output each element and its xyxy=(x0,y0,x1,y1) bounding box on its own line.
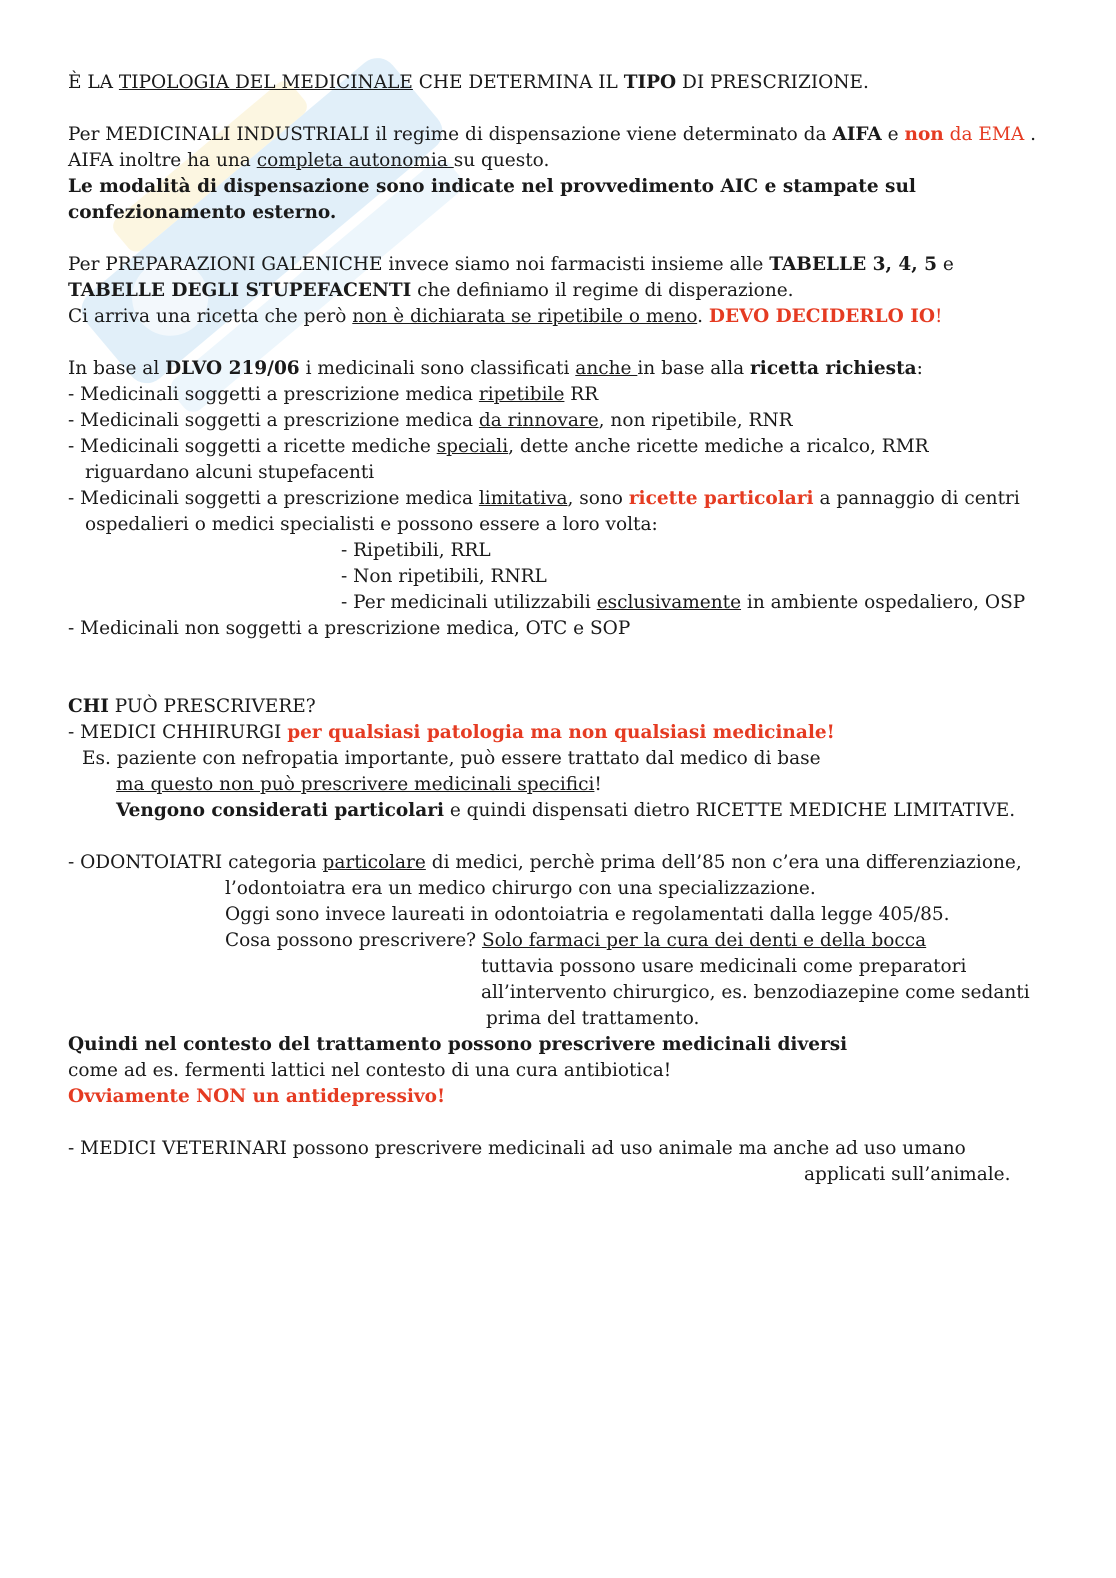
sub-list-item: - Non ripetibili, RNRL xyxy=(341,566,547,587)
paragraph-line: applicati sull’animale. xyxy=(804,1164,1011,1185)
paragraph-line: Le modalità di dispensazione sono indicate nel provvedimento AIC e stampate sul xyxy=(68,176,916,197)
paragraph-line: Per PREPARAZIONI GALENICHE invece siamo noi farmacisti insieme alle TABELLE 3, 4, 5 e xyxy=(68,254,954,275)
paragraph-line: TABELLE DEGLI STUPEFACENTI che definiamo il regime di disperazione. xyxy=(68,280,794,301)
paragraph-line: tuttavia possono usare medicinali come preparatori xyxy=(481,956,967,977)
paragraph-line: Cosa possono prescrivere? Solo farmaci per la cura dei denti e della bocca xyxy=(225,930,927,951)
paragraph-line: confezionamento esterno. xyxy=(68,202,337,223)
sub-list-item: - Ripetibili, RRL xyxy=(341,540,491,561)
document-page xyxy=(68,70,1058,1188)
sub-list-item: - Per medicinali utilizzabili esclusivamente in ambiente ospedaliero, OSP xyxy=(341,592,1026,613)
paragraph-line: come ad es. fermenti lattici nel contesto di una cura antibiotica! xyxy=(68,1060,672,1081)
paragraph-line: ma questo non può prescrivere medicinali specifici! xyxy=(116,774,602,795)
section-heading: CHI PUÒ PRESCRIVERE? xyxy=(68,696,316,717)
list-item: - Medicinali soggetti a prescrizione medica ripetibile RR xyxy=(68,384,599,405)
heading-line: È LA TIPOLOGIA DEL MEDICINALE CHE DETERMINA IL TIPO DI PRESCRIZIONE. xyxy=(68,72,869,93)
paragraph-line: - MEDICI VETERINARI possono prescrivere medicinali ad uso animale ma anche ad uso umano xyxy=(68,1138,966,1159)
paragraph-line: prima del trattamento. xyxy=(486,1008,700,1029)
paragraph-line: Per MEDICINALI INDUSTRIALI il regime di dispensazione viene determinato da AIFA e non da EMA . xyxy=(68,124,1036,145)
paragraph-line: AIFA inoltre ha una completa autonomia su questo. xyxy=(68,150,550,171)
paragraph-line: - MEDICI CHHIRURGI per qualsiasi patologia ma non qualsiasi medicinale! xyxy=(68,722,835,743)
paragraph-line: - ODONTOIATRI categoria particolare di medici, perchè prima dell’85 non c’era una differenziazione, xyxy=(68,852,1022,873)
list-item: - Medicinali soggetti a ricette mediche speciali, dette anche ricette mediche a ricalco, RMR xyxy=(68,436,929,457)
paragraph-line: In base al DLVO 219/06 i medicinali sono classificati anche in base alla ricetta richiesta: xyxy=(68,358,923,379)
paragraph-line: Es. paziente con nefropatia importante, può essere trattato dal medico di base xyxy=(82,748,821,769)
paragraph-line: Quindi nel contesto del trattamento possono prescrivere medicinali diversi xyxy=(68,1034,848,1055)
paragraph-line: Vengono considerati particolari e quindi dispensati dietro RICETTE MEDICHE LIMITATIVE. xyxy=(116,800,1016,821)
list-item: - Medicinali soggetti a prescrizione medica limitativa, sono ricette particolari a pannaggio di centri xyxy=(68,488,1020,509)
paragraph-line: l’odontoiatra era un medico chirurgo con una specializzazione. xyxy=(225,878,816,899)
list-item: - Medicinali non soggetti a prescrizione medica, OTC e SOP xyxy=(68,618,631,639)
list-item-continuation: ospedalieri o medici specialisti e possono essere a loro volta: xyxy=(85,514,658,535)
paragraph-line: Ci arriva una ricetta che però non è dichiarata se ripetibile o meno. DEVO DECIDERLO IO! xyxy=(68,306,943,327)
paragraph-line: Ovviamente NON un antidepressivo! xyxy=(68,1086,446,1107)
list-item-continuation: riguardano alcuni stupefacenti xyxy=(85,462,375,483)
paragraph-line: all’intervento chirurgico, es. benzodiazepine come sedanti xyxy=(481,982,1030,1003)
list-item: - Medicinali soggetti a prescrizione medica da rinnovare, non ripetibile, RNR xyxy=(68,410,793,431)
paragraph-line: Oggi sono invece laureati in odontoiatria e regolamentati dalla legge 405/85. xyxy=(225,904,950,925)
